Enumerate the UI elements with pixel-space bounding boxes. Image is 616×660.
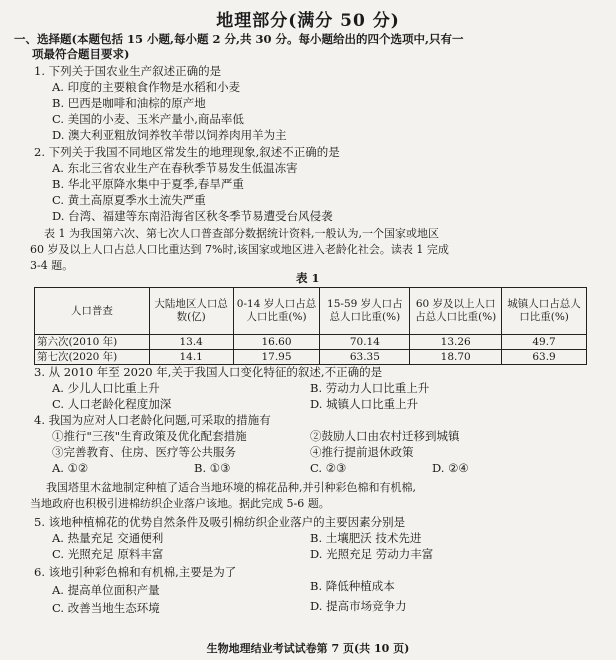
table-cell: 13.4 [149,335,233,350]
question-4-option-d: D. ②④ [432,461,469,475]
table-cell: 第七次(2020 年) [35,350,150,365]
question-6-option-a: A. 提高单位面积产量 [52,583,160,597]
table-cell: 14.1 [149,350,233,365]
table-row [35,335,587,350]
table-header-cell: 60 岁及以上人口占总人口比重(%) [410,288,502,335]
intro-paragraph-2-line1: 我国塔里木盆地制定种植了适合当地环境的棉花品种,并引种彩色棉和有机棉, [46,481,416,494]
table-row [35,350,587,365]
intro-paragraph-line1: 表 1 为我国第六次、第七次人口普查部分数据统计资料,一般认为,一个国家或地区 [44,227,439,240]
table-cell: 17.95 [233,350,320,365]
table-header-cell: 15-59 岁人口占总人口比重(%) [320,288,410,335]
section-heading: 一、选择题(本题包括 15 小题,每小题 2 分,共 30 分。每小题给出的四个选项中,只有一 [14,32,464,46]
question-2-option-a: A. 东北三省农业生产在春秋季节易发生低温冻害 [52,161,298,175]
question-1-option-a: A. 印度的主要粮食作物是水稻和小麦 [52,80,241,94]
table-cell: 13.26 [410,335,502,350]
page-title: 地理部分(满分 50 分) [216,11,400,31]
population-census-table [34,287,587,365]
question-1-option-c: C. 美国的小麦、玉米产量小,商品率低 [52,112,244,126]
table-cell: 63.35 [320,350,410,365]
question-1-option-b: B. 巴西是咖啡和油棕的原产地 [52,96,206,110]
question-4-option-c: C. ②③ [310,461,347,475]
question-6-option-c: C. 改善当地生态环境 [52,601,160,615]
question-5-stem: 5. 该地种植棉花的优势自然条件及吸引棉纺织企业落户的主要因素分别是 [34,515,406,529]
table-cell: 49.7 [502,335,587,350]
table-header-row [35,288,587,335]
question-4-stem: 4. 我国为应对人口老龄化问题,可采取的措施有 [34,413,271,427]
question-4-item-1: ①推行"三孩"生育政策及优化配套措施 [52,429,247,443]
question-6-stem: 6. 该地引种彩色棉和有机棉,主要是为了 [34,565,237,579]
question-1-option-d: D. 澳大利亚粗放饲养牧羊带以饲养肉用羊为主 [52,128,287,142]
section-heading-cont: 项最符合题目要求) [32,47,130,61]
question-5-option-a: A. 热量充足 交通便利 [52,531,164,545]
intro-paragraph-line3: 3-4 题。 [30,259,74,272]
question-6-option-d: D. 提高市场竞争力 [310,599,407,613]
question-2-stem: 2. 下列关于我国不同地区常发生的地理现象,叙述不正确的是 [34,145,340,159]
table-cell: 63.9 [502,350,587,365]
question-4-item-4: ④推行提前退休政策 [310,445,414,459]
intro-paragraph-2-line2: 当地政府也积极引进棉纺织企业落户该地。据此完成 5-6 题。 [30,497,330,510]
question-5-option-c: C. 光照充足 原料丰富 [52,547,164,561]
question-3-option-b: B. 劳动力人口比重上升 [310,381,430,395]
table-cell: 16.60 [233,335,320,350]
table-header-cell: 大陆地区人口总数(亿) [149,288,233,335]
question-4-item-2: ②鼓励人口由农村迁移到城镇 [310,429,460,443]
table-cell: 第六次(2010 年) [35,335,150,350]
question-1-stem: 1. 下列关于国农业生产叙述正确的是 [34,64,222,78]
question-3-option-c: C. 人口老龄化程度加深 [52,397,172,411]
question-3-option-d: D. 城镇人口比重上升 [310,397,419,411]
table-header-cell: 城镇人口占总人口比重(%) [502,288,587,335]
table-cell: 70.14 [320,335,410,350]
question-3-stem: 3. 从 2010 年至 2020 年,关于我国人口变化特征的叙述,不正确的是 [34,365,383,379]
table-header-cell: 人口普查 [35,288,150,335]
table-header-cell: 0-14 岁人口占总人口比重(%) [233,288,320,335]
table-caption: 表 1 [296,271,320,285]
question-3-option-a: A. 少儿人口比重上升 [52,381,160,395]
question-4-item-3: ③完善教育、住房、医疗等公共服务 [52,445,236,459]
question-2-option-c: C. 黄土高原夏季水土流失严重 [52,193,206,207]
page-footer: 生物地理结业考试试卷第 7 页(共 10 页) [206,642,410,655]
table-cell: 18.70 [410,350,502,365]
question-2-option-b: B. 华北平原降水集中于夏季,春旱严重 [52,177,244,191]
question-4-option-b: B. ①③ [194,461,231,475]
intro-paragraph-line2: 60 岁及以上人口占总人口比重达到 7%时,该国家或地区进入老龄化社会。读表 1 完成 [30,243,449,256]
question-5-option-d: D. 光照充足 劳动力丰富 [310,547,434,561]
question-4-option-a: A. ①② [52,461,89,475]
question-2-option-d: D. 台湾、福建等东南沿海省区秋冬季节易遭受台风侵袭 [52,209,333,223]
question-6-option-b: B. 降低种植成本 [310,579,395,593]
question-5-option-b: B. 土壤肥沃 技术先进 [310,531,422,545]
